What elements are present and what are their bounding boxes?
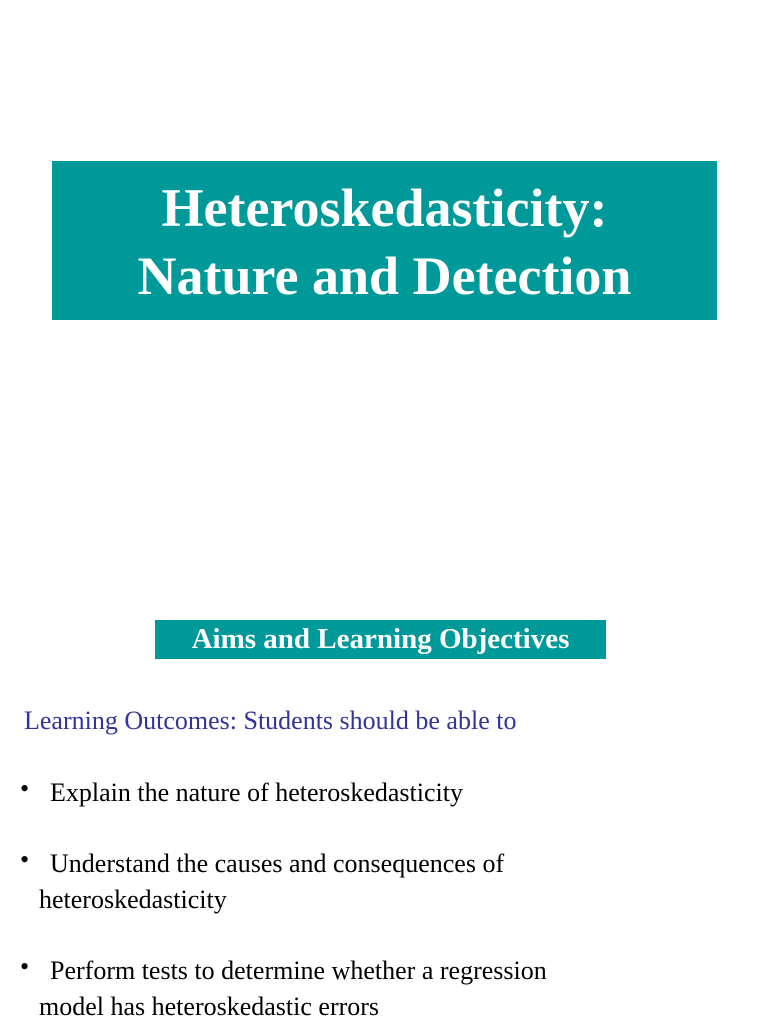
objective-text: Understand the causes and consequences of	[50, 849, 505, 878]
slide-title	[52, 161, 717, 320]
bullet-icon: •	[20, 774, 30, 803]
objective-text: Explain the nature of heteroskedasticity	[50, 778, 463, 807]
bullet-icon: •	[20, 952, 30, 981]
objective-text: Perform tests to determine whether a regression	[50, 956, 547, 985]
section-heading: Aims and Learning Objectives	[155, 620, 606, 659]
objective-item	[20, 775, 740, 811]
bullet-icon: •	[20, 845, 30, 874]
slide-title-line-1: Heteroskedasticity:	[161, 178, 608, 238]
objective-text-continued: model has heteroskedastic errors	[39, 992, 380, 1021]
objective-item	[20, 846, 740, 918]
slide-title-line-2: Nature and Detection	[137, 246, 632, 306]
learning-outcomes-lead: Learning Outcomes: Students should be able to	[24, 706, 517, 735]
objective-text-continued: heteroskedasticity	[39, 885, 227, 914]
objective-item	[20, 953, 740, 1025]
